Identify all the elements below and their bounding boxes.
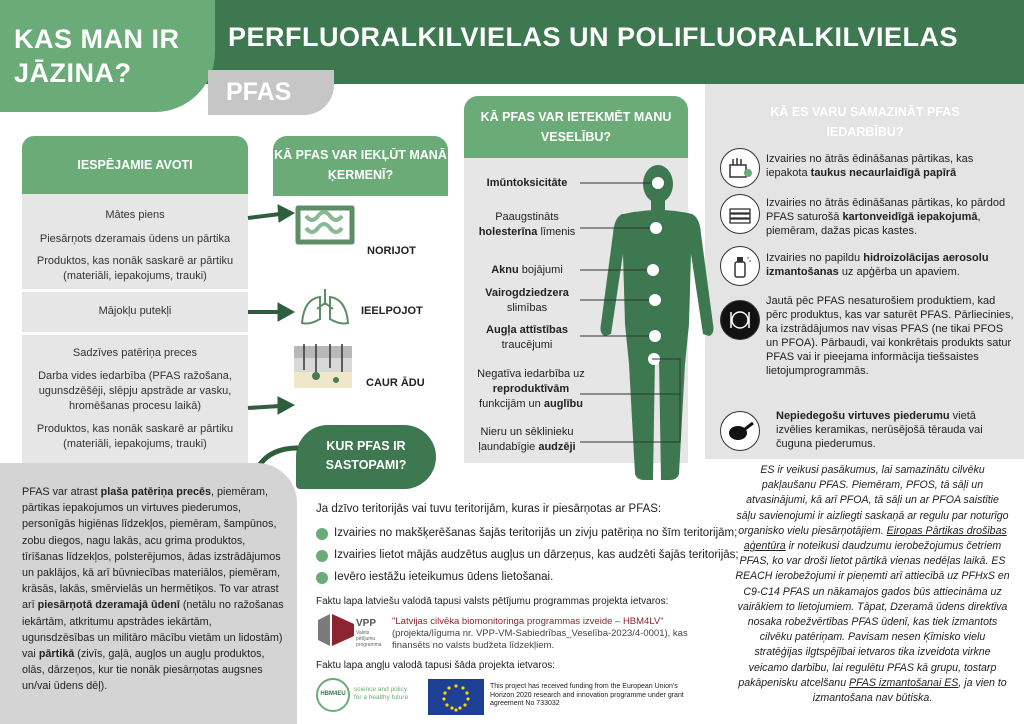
eu-flag-icon <box>428 679 484 715</box>
hbm4eu-tagline: science and policy for a healthy future <box>354 686 409 701</box>
health-immuno: Imūntoksicitāte <box>486 177 568 189</box>
reduce-tip-3: Izvairies no papildu hidroizolācijas aerosolu izmantošanas uz apģērba un apaviem. <box>766 252 989 278</box>
hbm4eu-logo <box>316 678 412 716</box>
skin-icon <box>292 344 354 390</box>
reduce-heading: KĀ ES VARU SAMAZINĀT PFAS IEDARBĪBU? <box>770 105 960 139</box>
regulation-text: ES ir veikusi pasākumus, lai samazinātu cilvēku pakļaušanu PFAS. Piemēram, PFOS, tā sāļi un atvasinājumi, kā arī PFOA, tā sāļi un ar PFOA saistītie sāļu savienojumi ir aizliegti saskaņā ar regulu par noturīgo organisko vielu piesārņotājiem. Eiropas Pārtikas drošības aģentūra ir noteikusi daudzumu ierobežojumus četriem PFAS, ko var droši lietot pārtikā vienas nedēļas laikā. ES REACH ierobežojumi ir pieņemti arī attiecībā uz PFHxS en C9-C14 PFAS un nākamajos gados būs attiecināma uz vairākiem to lietojumiem. Tāpat, Dzeramā ūdens direktīva nosaka robežvērtības PFAS ūdenī, kas tiek izmantots cilvēku patēriņam. Pavisam nesen Ķīmisko vielu stratēģijas ilgtspējībai ietvaros tika izveidota virkne veicamo darbību, lai regulētu PFAS kā grupu, tostarp pakāpenisku atcelšanu PFAS izmantošanai ES, ja vien to izmantošana nav būtiska. <box>735 464 1010 705</box>
eu-funding-text: This project has received funding from the European Union's Horizon 2020 research and innovation programme under grant agreement No 733032 <box>490 683 684 708</box>
route-skin: CAUR ĀDU <box>366 377 425 389</box>
health-cholesterol: Paaugstināts holesterīna līmenis <box>478 211 576 238</box>
reduce-tip-4: Jautā pēc PFAS nesaturošiem produktiem, kad pērc produktus, kas var saturēt PFAS. Pārliecinies, ka izstrādājumos nav visas PFAS (ne tikai PFOS un PFOA). Pārbaudi, vai konkrētais produkts satur PFAS vai ir pieejama informācija tiešsaistes lietojumprogrammās. <box>766 295 1014 377</box>
health-heading: KĀ PFAS VAR IETEKMĒT MANU VESELĪBU? <box>464 96 688 158</box>
sources-heading: IESPĒJAMIE AVOTI <box>22 136 248 194</box>
vpp-project-title: "Latvijas cilvēka biomonitoringa programmas izveide – HBM4LV" <box>392 616 664 627</box>
pfas-tag: PFAS <box>208 70 334 115</box>
hbm4eu-logo-label: HBM4EU <box>320 691 346 697</box>
source-item: Produktos, kas nonāk saskarē ar pārtiku (materiāli, iepakojums, trauki) <box>36 255 234 282</box>
sources-group-2 <box>22 292 248 332</box>
vpp-logo-mark <box>316 612 356 650</box>
vpp-logo-subtitle: Valsts pētījumu programma <box>356 630 382 648</box>
source-item: Mājokļu putekļi <box>98 305 172 317</box>
health-liver: Aknu bojājumi <box>491 264 563 276</box>
vpp-logo-label: VPP <box>356 618 377 629</box>
funding-en-note: Faktu lapa angļu valodā tapusi šāda projekta ietvaros: <box>316 660 556 671</box>
sources-group-1 <box>22 194 248 289</box>
health-fetal: Augļa attīstības traucējumi <box>486 324 568 351</box>
arrows-graphic <box>246 198 296 418</box>
funding-lv-note: Faktu lapa latviešu valodā tapusi valsts pētījumu programmas projekta ietvaros: <box>316 596 669 607</box>
source-item: Darba vides iedarbība (PFAS ražošana, ugunsdzēšēji, slēpju apstrāde ar vasku, hromēšanas procesu laikā) <box>38 370 232 412</box>
health-thyroid: Vairogdziedzera slimības <box>485 287 569 314</box>
bullet-dot <box>316 528 328 540</box>
health-reproductive: Negatīva iedarbība uz reproduktīvām funkcijām un auglību <box>477 368 585 410</box>
where-found-text: PFAS var atrast plaša patēriņa precēs, piemēram, pārtikas iepakojumos un virtuves piederumos, personīgās higiēnas līdzekļos, piemēram, šampūnos, zobu diegos, nagu lakās, acu grima produktos, tīrīšanas līdzekļos, polsterējumos, ādas izstrādājumos un paklājos, kā arī būvniecības materiālos, piemēram, krāsās, lakās, smērvielās un hermētiķos. To var atrast arī piesārņotā dzeramajā ūdenī (netālu no ražošanas iekārtām, atkritumu apstrādes iekārtām, ugunsdzēsības un militāro mācību vietām un lidostām) vai pārtikā (zivīs, gaļā, augļos un augļu produktos, olās, dārzeņos, kur tie nonāk piesārņotas augsnes un/vai ūdens dēļ). <box>22 486 284 693</box>
territory-bullet-3: Ievēro iestāžu ieteikumus ūdens lietošanai. <box>334 571 554 583</box>
vpp-project-desc: (projekta/līguma nr. VPP-VM-Sabiedrības_Veselība-2023/4-0001), kas finansēts no valsts budžeta līdzekļiem. <box>392 628 688 651</box>
utensils-icon <box>720 300 760 340</box>
source-item: Produktos, kas nonāk saskarē ar pārtiku (materiāli, iepakojums, trauki) <box>36 423 234 450</box>
fastfood-icon <box>720 148 760 188</box>
lungs-icon <box>300 287 350 327</box>
reduce-tip-2: Izvairies no ātrās ēdināšanas pārtikas, ko pārdod PFAS saturošā kartonveidīgā iepakojumā, piemēram, dažas picas kastes. <box>766 197 1006 237</box>
page-title: PERFLUORALKILVIELAS UN POLIFLUORALKILVIELAS <box>228 22 958 52</box>
pizza-box-icon <box>720 194 760 234</box>
source-item: Mātes piens <box>105 209 165 221</box>
where-found-bubble: KUR PFAS IR SASTOPAMI? <box>296 425 436 489</box>
vpp-logo <box>316 612 380 650</box>
question-title: KAS MAN IR JĀZINA? <box>14 24 180 88</box>
bullet-dot <box>316 572 328 584</box>
territory-bullet-2: Izvairies lietot mājās audzētus augļus un dārzeņus, kas audzēti šajās teritorijās; <box>334 549 739 561</box>
source-item: Piesārņots dzeramais ūdens un pārtika <box>39 233 231 245</box>
spray-icon <box>720 246 760 286</box>
source-item: Sadzīves patēriņa preces <box>72 347 198 359</box>
reduce-tip-1: Izvairies no ātrās ēdināšanas pārtikas, kas iepakota taukus necaurlaidīgā papīrā <box>766 153 974 179</box>
territory-bullet-1: Izvairies no makšķerēšanas šajās teritorijās un zivju patēriņa no šīm teritorijām; <box>334 527 738 539</box>
intestine-icon <box>292 202 358 248</box>
route-ingest: NORIJOT <box>367 245 416 257</box>
territory-intro: Ja dzīvo teritorijās vai tuvu teritorijām, kuras ir piesārņotas ar PFAS: <box>316 503 662 515</box>
bullet-dot <box>316 550 328 562</box>
routes-heading: KĀ PFAS VAR IEKĻŪT MANĀ ĶERMENĪ? <box>273 136 448 196</box>
route-inhale: IEELPOJOT <box>361 305 423 317</box>
sources-group-3 <box>22 335 248 463</box>
reduce-tip-5: Nepiedegošu virtuves piederumu vietā izvēlies keramikas, nerūsējošā tērauda vai čuguna piederumus. <box>776 410 983 450</box>
pan-icon <box>720 411 760 451</box>
hbm4eu-logo-ring <box>316 678 350 712</box>
health-cancer: Nieru un sēklinieku ļaundabīgie audzēji <box>478 426 576 453</box>
